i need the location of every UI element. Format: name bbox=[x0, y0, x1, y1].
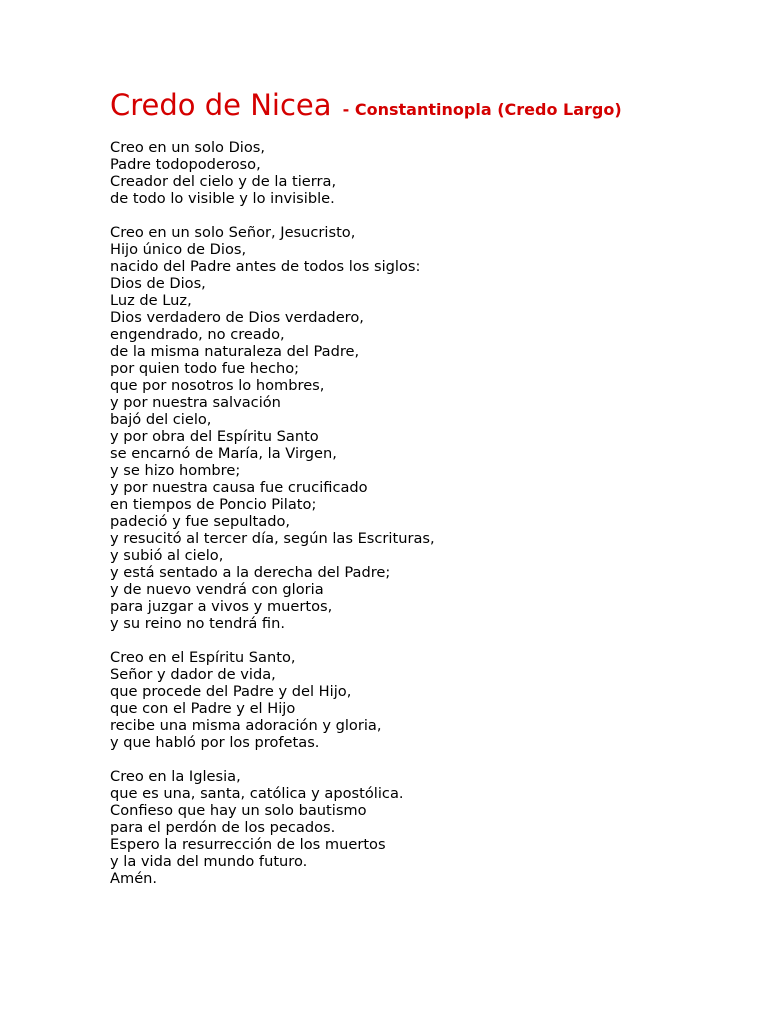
creed-line: por quien todo fue hecho; bbox=[110, 360, 300, 377]
creed-line: y que habló por los profetas. bbox=[110, 734, 320, 751]
creed-line: bajó del cielo, bbox=[110, 411, 212, 428]
creed-line: engendrado, no creado, bbox=[110, 326, 285, 343]
creed-line: Creo en un solo Señor, Jesucristo, bbox=[110, 224, 356, 241]
creed-line: y se hizo hombre; bbox=[110, 462, 241, 479]
creed-line: Luz de Luz, bbox=[110, 292, 192, 309]
creed-line: y de nuevo vendrá con gloria bbox=[110, 581, 324, 598]
creed-line: para juzgar a vivos y muertos, bbox=[110, 598, 333, 615]
creed-line: recibe una misma adoración y gloria, bbox=[110, 717, 382, 734]
creed-line: que procede del Padre y del Hijo, bbox=[110, 683, 352, 700]
creed-line: y subió al cielo, bbox=[110, 547, 224, 564]
creed-line: y la vida del mundo futuro. bbox=[110, 853, 308, 870]
creed-line: nacido del Padre antes de todos los siglos: bbox=[110, 258, 421, 275]
document-title bbox=[110, 84, 730, 124]
stanza-2 bbox=[110, 224, 730, 632]
creed-line: en tiempos de Poncio Pilato; bbox=[110, 496, 317, 513]
creed-line: Padre todopoderoso, bbox=[110, 156, 261, 173]
creed-line: Creo en la Iglesia, bbox=[110, 768, 241, 785]
creed-line: y su reino no tendrá fin. bbox=[110, 615, 285, 632]
title-main: Credo de Nicea bbox=[110, 88, 332, 122]
creed-line: de la misma naturaleza del Padre, bbox=[110, 343, 360, 360]
creed-line: Espero la resurrección de los muertos bbox=[110, 836, 386, 853]
creed-line: que con el Padre y el Hijo bbox=[110, 700, 296, 717]
creed-line: que es una, santa, católica y apostólica. bbox=[110, 785, 404, 802]
creed-line: Creo en un solo Dios, bbox=[110, 139, 266, 156]
title-subtitle: - Constantinopla (Credo Largo) bbox=[342, 100, 622, 119]
creed-line: Dios verdadero de Dios verdadero, bbox=[110, 309, 364, 326]
creed-line: que por nosotros lo hombres, bbox=[110, 377, 325, 394]
creed-text bbox=[110, 139, 730, 887]
creed-line: y por obra del Espíritu Santo bbox=[110, 428, 319, 445]
document-page bbox=[110, 84, 730, 904]
creed-line: y por nuestra causa fue crucificado bbox=[110, 479, 368, 496]
creed-line: Amén. bbox=[110, 870, 158, 887]
creed-line: se encarnó de María, la Virgen, bbox=[110, 445, 337, 462]
creed-line: Dios de Dios, bbox=[110, 275, 206, 292]
creed-line: Confieso que hay un solo bautismo bbox=[110, 802, 367, 819]
creed-line: y está sentado a la derecha del Padre; bbox=[110, 564, 391, 581]
creed-line: Creador del cielo y de la tierra, bbox=[110, 173, 337, 190]
creed-line: Creo en el Espíritu Santo, bbox=[110, 649, 296, 666]
creed-line: Hijo único de Dios, bbox=[110, 241, 247, 258]
creed-line: padeció y fue sepultado, bbox=[110, 513, 291, 530]
creed-line: y por nuestra salvación bbox=[110, 394, 281, 411]
creed-line: Señor y dador de vida, bbox=[110, 666, 276, 683]
creed-line: de todo lo visible y lo invisible. bbox=[110, 190, 335, 207]
stanza-4 bbox=[110, 768, 730, 887]
stanza-3 bbox=[110, 649, 730, 751]
creed-line: y resucitó al tercer día, según las Escrituras, bbox=[110, 530, 435, 547]
creed-line: para el perdón de los pecados. bbox=[110, 819, 336, 836]
stanza-1 bbox=[110, 139, 730, 207]
